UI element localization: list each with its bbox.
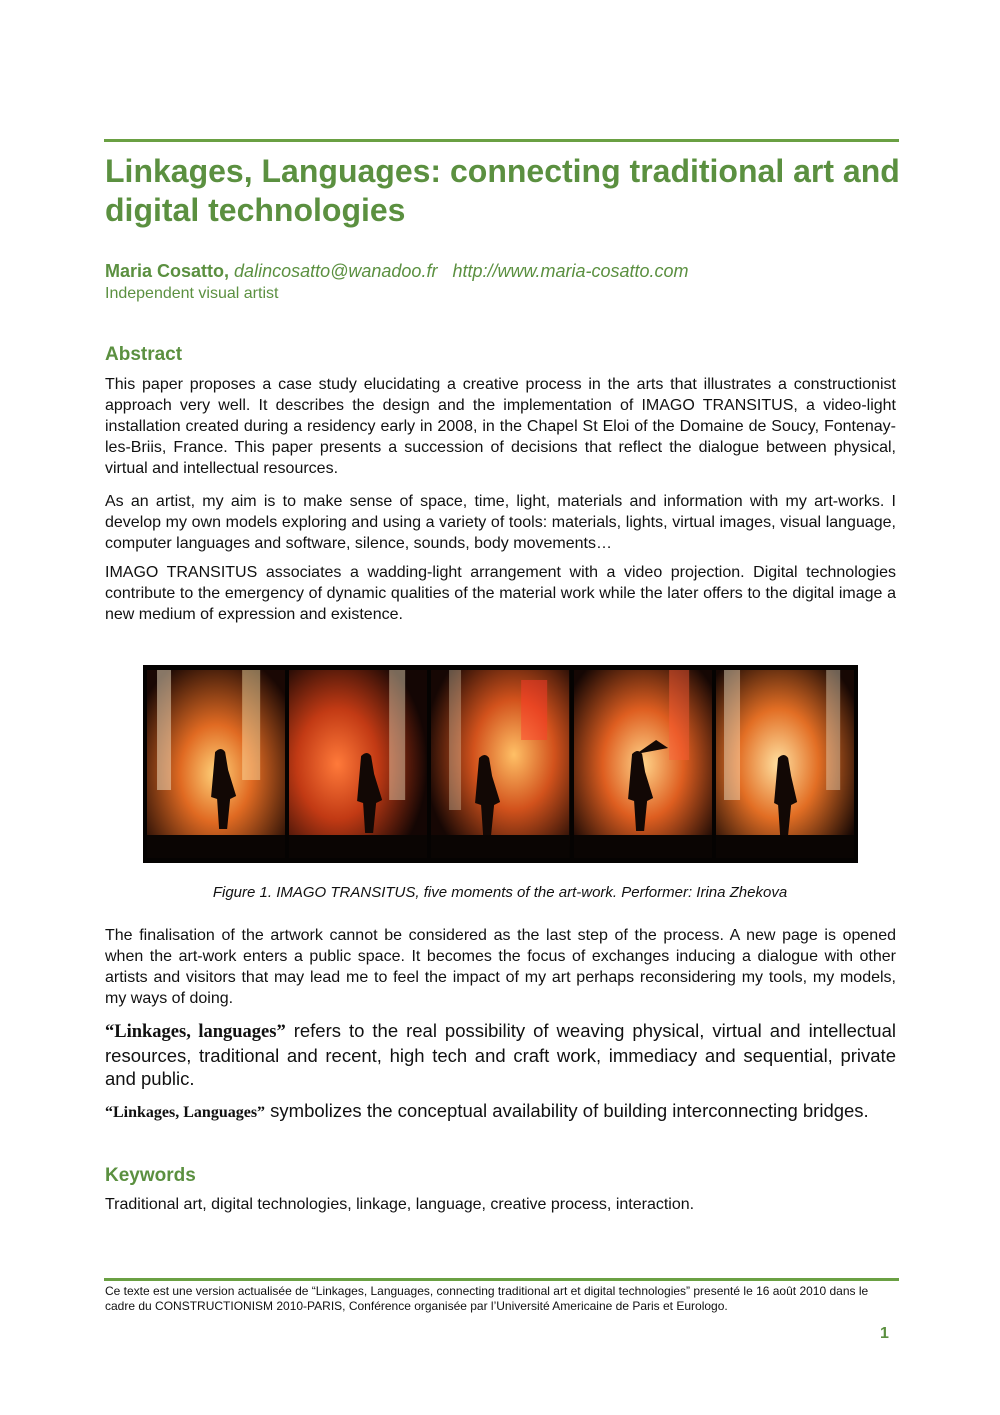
body-paragraph-1: The finalisation of the artwork cannot be considered as the last step of the process. A new page is opened when the art-work enters a public space. It becomes the focus of exchanges inducing a dialogue with other artists and visitors that may lead me to feel the impact of my art perhaps reconsidering my tools, my models, my ways of doing. [105,927,896,1007]
author-affiliation: Independent visual artist [105,285,279,302]
figure-frame-4 [574,670,712,858]
abstract-paragraph-1: This paper proposes a case study elucidating a creative process in the arts that illustrates a constructionist approach very well. It describes the design and the implementation of IMAGO TRANSITUS, a video-light installation created during a residency early in 2008, in the Chapel St Eloi of the Domaine de Soucy, Fontenay-les-Briis, France. This paper presents a succession of decisions that reflect the dialogue between physical, virtual and intellectual resources. [105,376,896,477]
figure-frame-1 [147,670,285,858]
header-rule [104,139,899,142]
figure-photo-strip [143,665,858,863]
footer-rule [104,1278,899,1281]
body-paragraph-3-quote: “Linkages, Languages” [105,1104,266,1121]
abstract-heading: Abstract [105,344,183,365]
author-line [105,261,689,282]
body-paragraph-2-quote: “Linkages, languages” [105,1022,286,1042]
body-paragraph-3-text: symbolizes the conceptual availability of building interconnecting bridges. [265,1100,869,1121]
figure-caption: Figure 1. IMAGO TRANSITUS, five moments of the art-work. Performer: Irina Zhekova [212,884,788,901]
figure-frame-2 [289,670,427,858]
paper-title: Linkages, Languages: connecting traditional art and digital technologies [105,153,900,228]
figure-frame-3 [431,670,569,858]
page-number: 1 [880,1325,889,1342]
abstract-paragraph-2: As an artist, my aim is to make sense of space, time, light, materials and information with my art-works. I develop my own models exploring and using a variety of tools: materials, lights, virtual images, visual language, computer languages and software, silence, sounds, body movements… [105,493,896,552]
keywords-text: Traditional art, digital technologies, linkage, language, creative process, interaction. [105,1196,695,1213]
abstract-paragraph-3: IMAGO TRANSITUS associates a wadding-light arrangement with a video projection. Digital technologies contribute to the emergency of dynamic qualities of the material work while the later offers to the digital image a new medium of expression and existence. [105,564,896,623]
figure-frame-5 [716,670,854,858]
author-email[interactable]: dalincosatto@wanadoo.fr [234,261,438,281]
body-paragraph-2-text: refers to the real possibility of weaving physical, virtual and intellectual resources, traditional and recent, high tech and craft work, immediacy and sequential, private and public. [105,1020,896,1089]
author-name: Maria Cosatto, [105,261,230,281]
body-paragraph-2 [105,1019,896,1090]
body-paragraph-3 [105,1099,896,1124]
footnote: Ce texte est une version actualisée de “Linkages, Languages, connecting traditional art et digital technologies” presenté le 16 août 2010 dans le cadre du CONSTRUCTIONISM 2010-PARIS, Conférence organisée par l’Université Americaine de Paris et Eurologo. [105,1284,869,1313]
author-website[interactable]: http://www.maria-cosatto.com [452,261,689,281]
keywords-heading: Keywords [105,1165,196,1186]
